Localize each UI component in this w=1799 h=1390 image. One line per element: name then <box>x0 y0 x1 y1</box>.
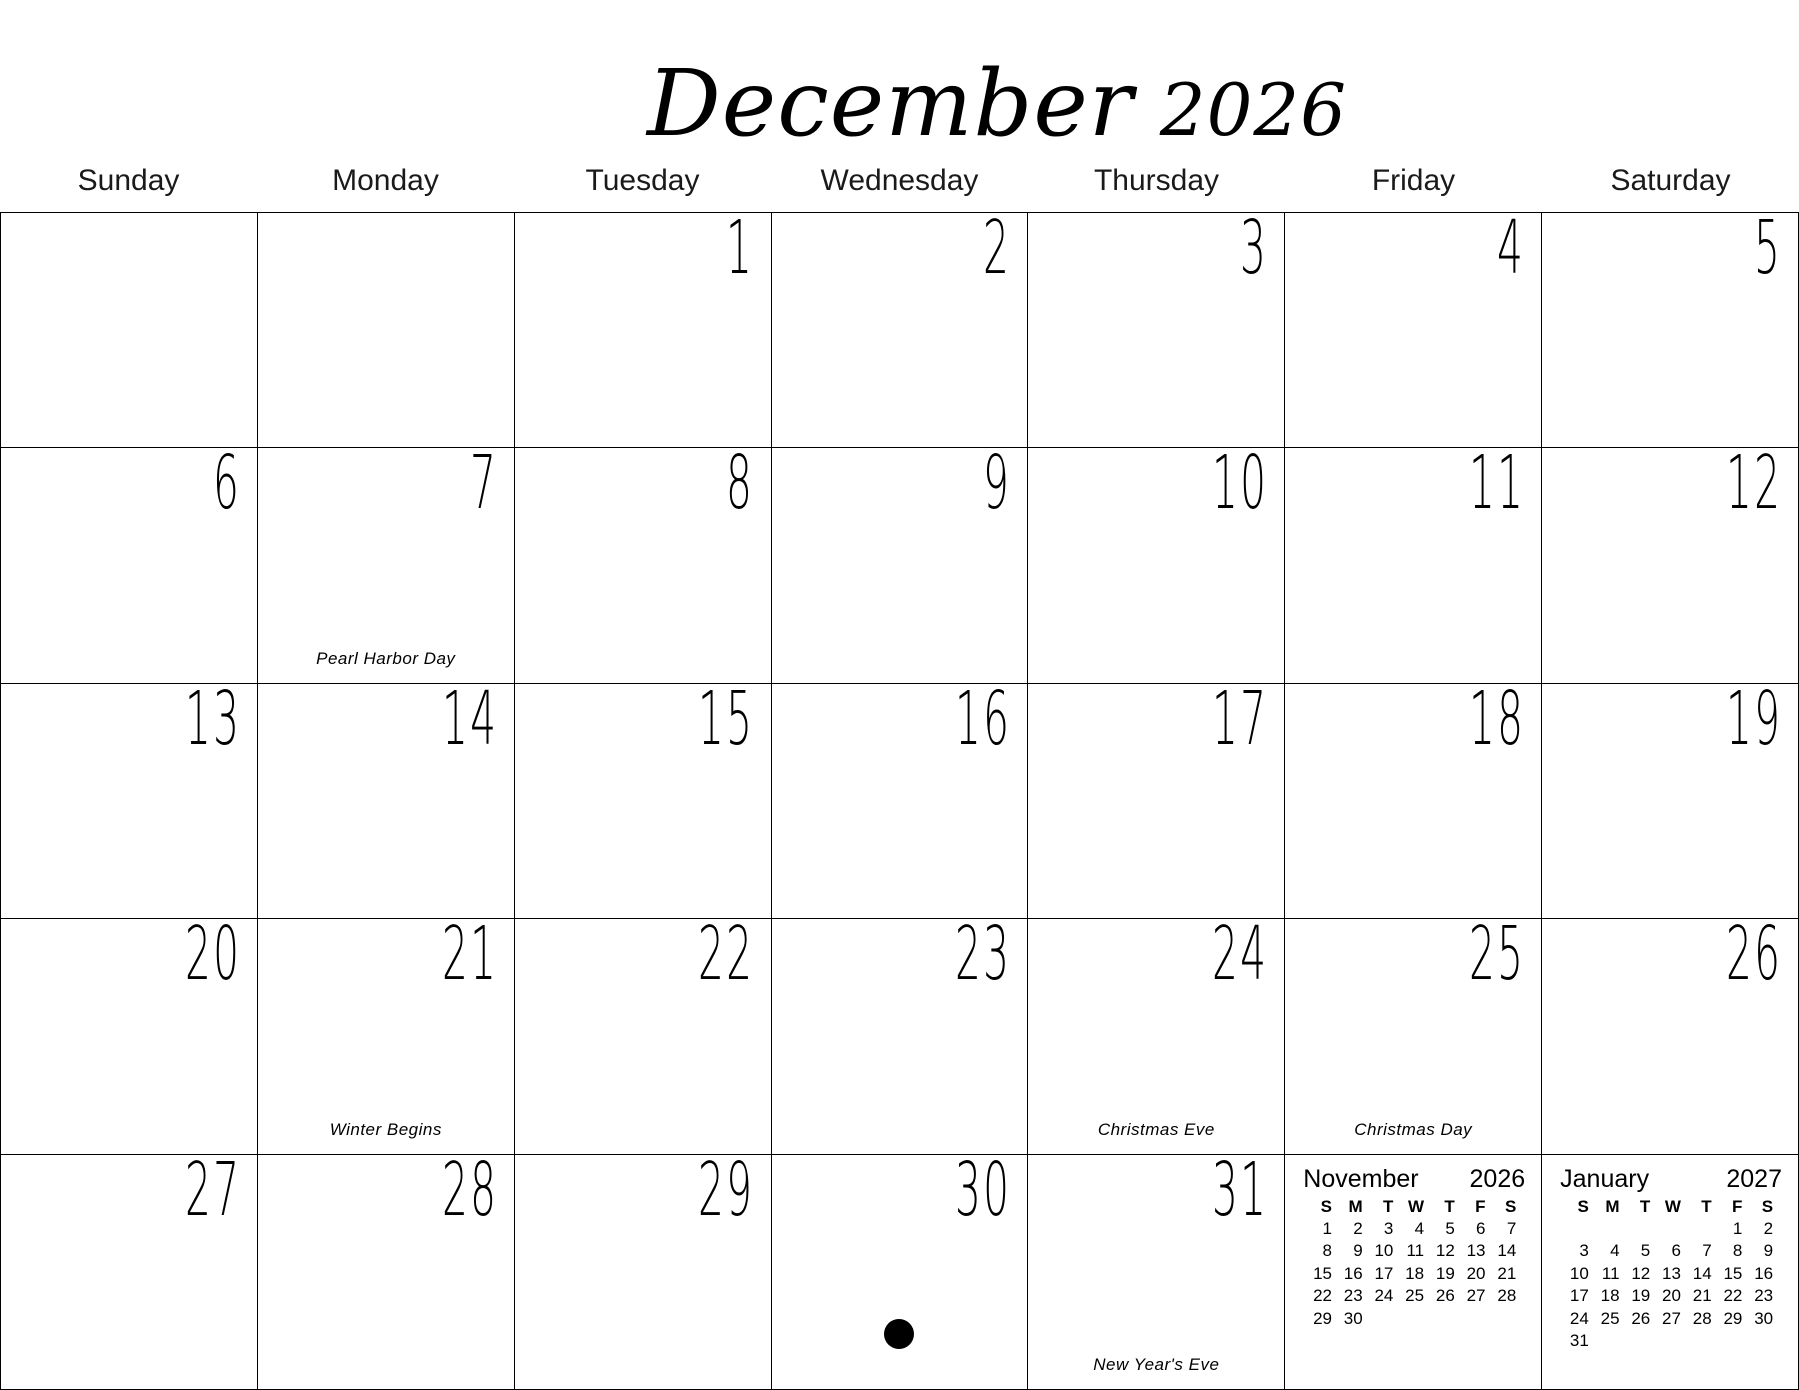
mini-day <box>1560 1218 1591 1240</box>
day-number: 13 <box>184 683 241 762</box>
day-cell[interactable] <box>1 919 258 1154</box>
mini-day: 11 <box>1406 1241 1425 1261</box>
mini-day: 27 <box>1466 1286 1486 1306</box>
mini-dow: T <box>1444 1196 1455 1216</box>
mini-day: 31 <box>1569 1331 1589 1351</box>
day-number: 31 <box>1212 1154 1269 1233</box>
mini-day <box>1622 1330 1653 1352</box>
day-number: 3 <box>1240 213 1269 291</box>
mini-day <box>1652 1218 1683 1240</box>
mini-day: 25 <box>1600 1308 1620 1328</box>
day-number: 18 <box>1468 683 1526 762</box>
day-number: 20 <box>184 919 241 998</box>
mini-day: 2 <box>1353 1219 1363 1239</box>
day-number: 26 <box>1725 919 1782 998</box>
mini-calendar-next <box>1560 1165 1788 1353</box>
day-number: 29 <box>698 1154 755 1233</box>
day-number: 30 <box>955 1154 1012 1233</box>
day-cell[interactable] <box>258 213 515 448</box>
day-cell[interactable] <box>1028 684 1285 919</box>
mini-day: 10 <box>1374 1241 1394 1261</box>
mini-dow: T <box>1701 1196 1712 1216</box>
title-year: 2026 <box>1159 68 1347 152</box>
weekday-header-row <box>0 150 1799 212</box>
mini-dow: S <box>1577 1196 1589 1216</box>
mini-day: 13 <box>1662 1263 1681 1283</box>
mini-day <box>1683 1330 1714 1352</box>
day-event-label: Pearl Harbor Day <box>316 648 456 668</box>
day-number: 22 <box>698 919 755 998</box>
mini-day <box>1457 1308 1488 1330</box>
mini-week-row <box>1560 1285 1775 1307</box>
mini-day: 7 <box>1702 1241 1712 1261</box>
mini-day: 13 <box>1466 1241 1486 1261</box>
day-cell[interactable] <box>1 448 258 683</box>
mini-day: 21 <box>1497 1263 1517 1283</box>
mini-day <box>1395 1308 1426 1330</box>
mini-day: 17 <box>1569 1286 1589 1306</box>
day-cell[interactable] <box>1285 684 1542 919</box>
mini-day: 1 <box>1322 1219 1332 1239</box>
day-cell[interactable] <box>1542 213 1799 448</box>
mini-day: 24 <box>1569 1308 1589 1328</box>
mini-day: 9 <box>1353 1241 1363 1261</box>
day-number: 14 <box>441 683 498 762</box>
mini-day: 18 <box>1600 1286 1620 1306</box>
day-event-label: New Year's Eve <box>1093 1354 1220 1374</box>
mini-day: 19 <box>1435 1263 1455 1283</box>
mini-dow: W <box>1408 1196 1425 1216</box>
mini-day <box>1488 1308 1519 1330</box>
mini-day: 15 <box>1723 1263 1743 1283</box>
day-cell[interactable] <box>1028 919 1285 1154</box>
mini-day <box>1426 1308 1457 1330</box>
day-cell[interactable] <box>515 1155 772 1390</box>
day-event-label: Christmas Eve <box>1097 1119 1215 1139</box>
mini-dow-row <box>1560 1196 1775 1218</box>
mini-day: 29 <box>1723 1308 1743 1328</box>
mini-day: 3 <box>1579 1241 1589 1261</box>
mini-week-row <box>1303 1285 1518 1307</box>
mini-calendar-prev-table <box>1303 1196 1518 1331</box>
weekday-friday: Friday <box>1371 164 1456 197</box>
day-event-label: Christmas Day <box>1354 1119 1473 1139</box>
day-number: 5 <box>1753 213 1782 291</box>
mini-day: 12 <box>1631 1263 1651 1283</box>
mini-day: 4 <box>1610 1241 1620 1261</box>
day-cell[interactable] <box>515 684 772 919</box>
mini-dow-row <box>1303 1196 1518 1218</box>
calendar-grid <box>0 212 1799 1390</box>
day-cell[interactable] <box>258 684 515 919</box>
mini-dow: S <box>1761 1196 1774 1216</box>
mini-day <box>1591 1218 1622 1240</box>
mini-dow: T <box>1639 1196 1651 1216</box>
day-cell[interactable] <box>258 448 515 683</box>
mini-day: 16 <box>1754 1263 1774 1283</box>
mini-day: 23 <box>1754 1286 1774 1306</box>
mini-day <box>1652 1330 1683 1352</box>
mini-day: 14 <box>1497 1241 1517 1261</box>
mini-day: 7 <box>1506 1219 1517 1239</box>
mini-dow: M <box>1348 1196 1363 1216</box>
mini-day: 25 <box>1405 1286 1425 1306</box>
day-cell[interactable] <box>1542 919 1799 1154</box>
mini-day: 4 <box>1414 1219 1425 1239</box>
mini-week-row <box>1560 1330 1775 1352</box>
mini-day: 30 <box>1343 1308 1363 1328</box>
mini-day: 2 <box>1763 1219 1774 1239</box>
mini-week-row <box>1303 1240 1518 1262</box>
mini-calendar-next-cell <box>1542 1155 1799 1390</box>
mini-day: 17 <box>1374 1263 1394 1283</box>
day-cell[interactable] <box>515 213 772 448</box>
mini-day: 24 <box>1374 1286 1394 1306</box>
mini-day: 20 <box>1662 1286 1681 1306</box>
mini-day: 5 <box>1640 1241 1651 1261</box>
day-cell[interactable] <box>1 1155 258 1390</box>
weekday-tuesday: Tuesday <box>585 164 700 197</box>
day-number: 28 <box>441 1154 498 1233</box>
day-cell[interactable] <box>515 448 772 683</box>
day-number: 2 <box>983 213 1012 291</box>
day-number: 21 <box>441 919 498 998</box>
day-number: 23 <box>955 919 1012 998</box>
day-number: 8 <box>726 448 755 527</box>
day-cell[interactable] <box>1028 1155 1285 1390</box>
mini-day: 20 <box>1466 1263 1486 1283</box>
day-cell[interactable] <box>1285 213 1542 448</box>
day-cell[interactable] <box>772 919 1029 1154</box>
day-event-label: Winter Begins <box>329 1119 442 1139</box>
weekday-monday: Monday <box>332 164 439 197</box>
mini-day <box>1622 1218 1653 1240</box>
mini-day: 8 <box>1322 1241 1332 1261</box>
mini-day: 22 <box>1723 1286 1743 1306</box>
day-cell[interactable] <box>1285 448 1542 683</box>
mini-dow: S <box>1320 1196 1332 1216</box>
day-cell[interactable] <box>1285 919 1542 1154</box>
day-cell[interactable] <box>1 684 258 919</box>
mini-week-row <box>1303 1263 1518 1285</box>
mini-dow: F <box>1475 1196 1486 1216</box>
day-number: 25 <box>1468 919 1526 998</box>
mini-week-row <box>1303 1308 1518 1330</box>
day-number: 15 <box>698 683 755 762</box>
mini-day: 10 <box>1569 1263 1589 1283</box>
mini-calendar-prev-year: 2026 <box>1469 1164 1526 1193</box>
title-text <box>647 50 1347 157</box>
mini-day: 9 <box>1763 1241 1774 1261</box>
mini-calendar-prev <box>1303 1165 1531 1331</box>
mini-calendar-next-header <box>1560 1165 1788 1194</box>
day-number: 17 <box>1212 683 1269 762</box>
mini-day <box>1591 1330 1622 1352</box>
mini-day: 27 <box>1662 1308 1681 1328</box>
mini-day: 6 <box>1476 1219 1486 1239</box>
day-number: 12 <box>1725 448 1782 527</box>
day-cell[interactable] <box>772 213 1029 448</box>
calendar-title <box>0 0 1799 157</box>
day-cell[interactable] <box>772 684 1029 919</box>
mini-day <box>1683 1218 1714 1240</box>
mini-day: 30 <box>1754 1308 1774 1328</box>
day-cell[interactable] <box>772 1155 1029 1390</box>
mini-day: 3 <box>1383 1219 1394 1239</box>
day-number: 19 <box>1725 683 1782 762</box>
mini-week-row <box>1560 1240 1775 1262</box>
mini-day: 19 <box>1631 1286 1651 1306</box>
mini-dow: T <box>1383 1196 1394 1216</box>
weekday-wednesday: Wednesday <box>820 164 979 197</box>
day-cell[interactable] <box>515 919 772 1154</box>
mini-dow: S <box>1504 1196 1517 1216</box>
mini-day: 11 <box>1601 1263 1620 1283</box>
mini-week-row <box>1560 1308 1775 1330</box>
mini-calendar-next-month: January <box>1560 1164 1650 1193</box>
mini-week-row <box>1560 1263 1775 1285</box>
day-number: 1 <box>726 213 755 291</box>
mini-week-row <box>1560 1218 1775 1240</box>
mini-calendar-prev-header <box>1303 1165 1531 1194</box>
mini-day: 26 <box>1631 1308 1651 1328</box>
mini-dow: F <box>1731 1196 1743 1216</box>
mini-day: 12 <box>1435 1241 1455 1261</box>
mini-day <box>1365 1308 1396 1330</box>
day-number: 6 <box>212 448 241 527</box>
day-cell[interactable] <box>1542 448 1799 683</box>
mini-day: 15 <box>1313 1263 1332 1283</box>
mini-day: 21 <box>1692 1286 1712 1306</box>
mini-day <box>1744 1330 1775 1352</box>
day-cell[interactable] <box>258 919 515 1154</box>
day-cell[interactable] <box>1542 684 1799 919</box>
mini-day: 23 <box>1343 1286 1363 1306</box>
weekday-thursday: Thursday <box>1093 164 1220 197</box>
mini-day: 28 <box>1497 1286 1517 1306</box>
mini-dow: M <box>1605 1196 1620 1216</box>
mini-calendar-next-year: 2027 <box>1726 1164 1782 1193</box>
mini-day: 6 <box>1671 1241 1681 1261</box>
mini-day: 22 <box>1313 1286 1332 1306</box>
day-number: 11 <box>1468 448 1526 527</box>
mini-day: 8 <box>1732 1241 1743 1261</box>
day-number: 10 <box>1212 448 1269 527</box>
day-number: 24 <box>1212 919 1269 998</box>
day-cell[interactable] <box>1028 213 1285 448</box>
mini-calendar-prev-cell <box>1285 1155 1542 1390</box>
mini-day: 29 <box>1313 1308 1332 1328</box>
mini-day: 1 <box>1732 1219 1743 1239</box>
day-number: 27 <box>184 1154 241 1233</box>
mini-day <box>1714 1330 1745 1352</box>
mini-day: 26 <box>1435 1286 1455 1306</box>
mini-day: 28 <box>1692 1308 1712 1328</box>
mini-day: 18 <box>1405 1263 1425 1283</box>
day-number: 4 <box>1497 213 1526 291</box>
mini-dow: W <box>1664 1196 1681 1216</box>
mini-day: 16 <box>1343 1263 1363 1283</box>
mini-day: 14 <box>1692 1263 1712 1283</box>
mini-calendar-prev-month: November <box>1303 1164 1419 1193</box>
weekday-sunday: Sunday <box>77 164 180 197</box>
title-month: December <box>647 50 1134 157</box>
day-number: 16 <box>955 683 1012 762</box>
weekday-saturday: Saturday <box>1610 164 1731 197</box>
day-number: 7 <box>469 448 498 527</box>
day-cell[interactable] <box>1 213 258 448</box>
day-cell[interactable] <box>772 448 1029 683</box>
mini-day: 5 <box>1445 1219 1455 1239</box>
mini-week-row <box>1303 1218 1518 1240</box>
mini-calendar-next-table <box>1560 1196 1775 1353</box>
day-cell[interactable] <box>1028 448 1285 683</box>
new-moon-icon <box>884 1319 914 1349</box>
day-number: 9 <box>983 448 1012 527</box>
day-cell[interactable] <box>258 1155 515 1390</box>
